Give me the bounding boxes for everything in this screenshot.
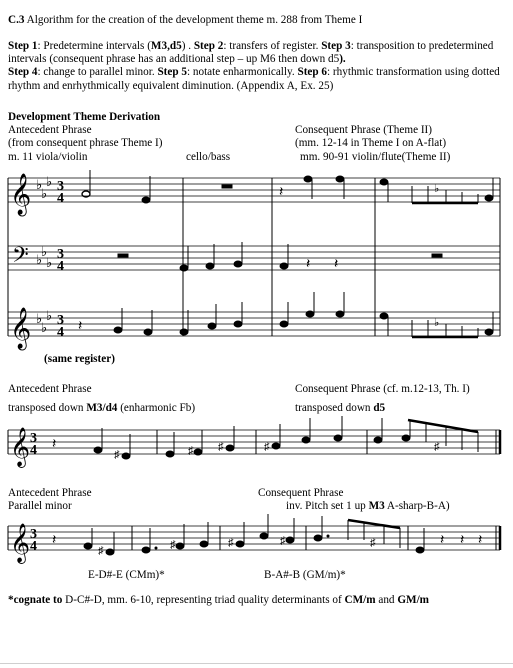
- transposed-consequent-interval: d5: [373, 402, 386, 414]
- step-3-label: Step 3: [321, 40, 351, 52]
- svg-text:𝄽: 𝄽: [306, 256, 311, 272]
- step-3-end: ).: [339, 53, 346, 66]
- svg-text:♭: ♭: [41, 245, 48, 260]
- minor-consequent-text: inv. Pitch set 1 up M3 A-sharp-B-A): [286, 500, 450, 512]
- bottom-rule: [0, 663, 513, 664]
- svg-text:♭: ♭: [46, 175, 53, 190]
- svg-text:♭: ♭: [36, 312, 43, 327]
- minor-consequent-title: Consequent Phrase: [258, 487, 344, 499]
- consequent-source: mm. 90-91 violin/flute(Theme II): [300, 151, 451, 163]
- treble-clef-icon: 𝄞: [10, 523, 31, 563]
- svg-text:♭: ♭: [36, 178, 43, 193]
- transposed-consequent-text: transposed down d5: [295, 402, 386, 414]
- step-4-label: Step 4: [8, 66, 38, 79]
- notes-staff-5: [52, 514, 482, 557]
- step-1-text: : Predetermine intervals (: [37, 40, 151, 52]
- staff-5: [8, 526, 500, 550]
- cello-bass-label: cello/bass: [186, 151, 231, 163]
- section-title: Algorithm for the creation of the development theme m. 288 from Theme I: [26, 14, 363, 26]
- transposed-antecedent-text: transposed down M3/d4 (enharmonic Fb): [8, 402, 196, 414]
- svg-text:3: 3: [30, 431, 37, 446]
- step-2-label: Step 2: [193, 40, 224, 52]
- step-1-intervals: M3,d5: [150, 40, 182, 52]
- time-signatures: [30, 179, 64, 554]
- svg-text:♭: ♭: [41, 321, 48, 336]
- antecedent-source: m. 11 viola/violin: [8, 151, 88, 163]
- svg-text:4: 4: [30, 443, 37, 458]
- svg-text:♯: ♯: [98, 545, 104, 557]
- svg-text:♯: ♯: [188, 445, 194, 457]
- minor-label-left: E-D#-E (CMm)*: [88, 569, 165, 581]
- svg-text:3: 3: [57, 313, 64, 328]
- svg-text:♭: ♭: [41, 187, 48, 202]
- minor-antecedent-subtitle: Parallel minor: [8, 500, 72, 512]
- staff-1: [8, 178, 500, 202]
- svg-text:𝄽: 𝄽: [52, 436, 57, 452]
- same-register-note: (same register): [44, 353, 115, 365]
- svg-text:3: 3: [57, 247, 64, 262]
- clefs: [10, 173, 31, 564]
- minor-label-right: B-A#-B (GM/m)*: [264, 569, 346, 581]
- antecedent-title: Antecedent Phrase: [8, 124, 92, 136]
- svg-text:♭: ♭: [434, 183, 440, 195]
- minor-antecedent-title: Antecedent Phrase: [8, 487, 92, 499]
- consequent-subtitle: (mm. 12-14 in Theme I on A-flat): [295, 137, 447, 149]
- svg-text:♯: ♯: [218, 441, 224, 453]
- transposed-antecedent-interval: M3/d4: [86, 402, 118, 414]
- svg-text:𝄽: 𝄽: [52, 532, 57, 548]
- step-1-text-end: ) .: [181, 40, 194, 52]
- svg-text:♯: ♯: [370, 537, 376, 549]
- svg-text:𝄽: 𝄽: [460, 532, 465, 548]
- svg-text:♯: ♯: [170, 539, 176, 551]
- svg-text:3: 3: [30, 527, 37, 542]
- svg-text:4: 4: [30, 539, 37, 554]
- svg-text:♯: ♯: [114, 449, 120, 461]
- step-3-text: : transposition to predetermined intervals (consequent phrase has an additional step – up M6 then down d5: [8, 40, 494, 66]
- svg-text:𝄽: 𝄽: [78, 318, 83, 334]
- antecedent-subtitle: (from consequent phrase Theme I): [8, 137, 163, 149]
- minor-consequent-interval: M3: [368, 500, 385, 512]
- step-6-text: : rhythmic transformation using dotted rhythm and enrhythmically equivalent diminution. (Appendix A, Ex. 25): [8, 66, 500, 92]
- transposed-consequent-title: Consequent Phrase (cf. m.12-13, Th. I): [295, 383, 470, 395]
- svg-text:4: 4: [57, 191, 64, 206]
- transposed-antecedent-title: Antecedent Phrase: [8, 383, 92, 395]
- treble-clef-icon: 𝄞: [10, 308, 32, 349]
- svg-text:♯: ♯: [228, 537, 234, 549]
- bass-clef-icon: 𝄢: [12, 243, 29, 273]
- treble-clef-icon: 𝄞: [10, 174, 32, 215]
- svg-text:♭: ♭: [36, 253, 43, 268]
- step-1-label: Step 1: [8, 40, 38, 52]
- section-label: C.3: [8, 14, 25, 26]
- svg-text:♭: ♭: [46, 256, 53, 271]
- svg-text:4: 4: [57, 259, 64, 274]
- svg-text:𝄽: 𝄽: [478, 532, 483, 548]
- svg-text:♭: ♭: [434, 317, 440, 329]
- staff-2: [8, 246, 500, 270]
- svg-text:♯: ♯: [264, 441, 270, 453]
- svg-text:3: 3: [57, 179, 64, 194]
- staff-lines: [8, 178, 500, 550]
- treble-clef-icon: 𝄞: [10, 427, 31, 467]
- svg-text:♯: ♯: [280, 535, 286, 547]
- step-5-label: Step 5: [157, 66, 187, 79]
- svg-text:𝄽: 𝄽: [279, 184, 284, 200]
- svg-text:♯: ♯: [434, 441, 440, 453]
- consequent-title: Consequent Phrase (Theme II): [295, 124, 433, 136]
- notes-staff-2: [118, 242, 442, 272]
- notes-staff-1: [82, 170, 493, 203]
- step-4-text: : change to parallel minor.: [37, 66, 158, 79]
- svg-text:4: 4: [57, 325, 64, 340]
- footnote: *cognate to D-C#-D, mm. 6-10, representing triad quality determinants of CM/m and GM/m: [8, 594, 430, 606]
- svg-text:𝄽: 𝄽: [440, 532, 445, 548]
- step-6-label: Step 6: [297, 66, 328, 79]
- svg-text:♭: ♭: [46, 309, 53, 324]
- step-2-text: : transfers of register.: [223, 40, 322, 52]
- barlines: [8, 178, 500, 550]
- svg-text:𝄽: 𝄽: [334, 256, 339, 272]
- step-5-text: : notate enharmonically.: [186, 66, 298, 79]
- derivation-heading: Development Theme Derivation: [8, 111, 161, 123]
